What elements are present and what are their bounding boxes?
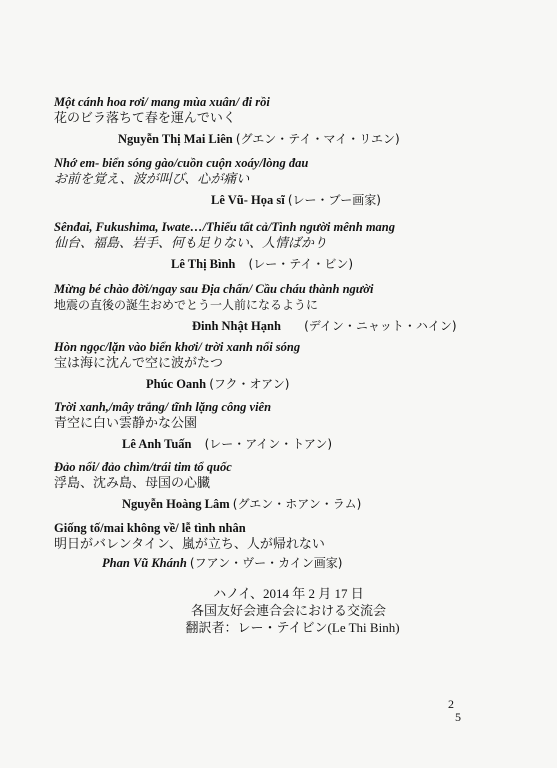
author-kana: (レー・テイ・ビン) [248,257,354,271]
poem-author [54,131,534,147]
poem-3 [54,219,534,272]
author-kana: (レー・ブー画家) [287,193,381,207]
poem-1 [54,94,534,147]
poem-vietnamese: Một cánh hoa rơi/ mang mùa xuân/ đi rồi [54,95,270,109]
footer-date: ハノイ、2014 年 2 月 17 日 [213,586,364,601]
author-kana: (フク・オアン) [209,377,290,391]
author-name: Phan Vũ Khánh [102,556,187,570]
poem-7 [54,459,534,512]
footer-event: 各国友好会連合会における交流会 [190,603,386,618]
poem-vietnamese: Hòn ngọc/lặn vào biển khơi/ trời xanh nổi sóng [54,340,301,354]
footer [0,585,557,636]
poem-2 [54,155,534,208]
author-name: Lê Thị Bình [171,257,236,271]
author-name: Nguyễn Thị Mai Liên [118,132,233,146]
poem-4 [54,281,534,334]
poem-japanese: 宝は海に沈んで空に波がたつ [54,355,224,370]
poem-japanese: 仙台、福島、岩手、何も足りない、人情ばかり [54,235,328,250]
poem-japanese: 明日がバレンタイン、嵐が立ち、人が帰れない [54,536,325,551]
poem-author [54,496,534,512]
author-name: Đinh Nhật Hạnh [192,319,281,333]
poem-author [54,555,534,571]
author-kana: (グエン・テイ・マイ・リエン) [235,132,400,146]
poem-japanese: お前を覚え、波が叫び、心が痛い [54,171,250,186]
poem-6 [54,399,534,452]
footer-translator: 翻訳者：レー・テイビン(Le Thi Binh) [185,620,400,635]
poem-vietnamese: Sênđai, Fukushima, Iwate…/Thiếu tất cả/Tình người mênh mang [54,220,396,234]
poem-vietnamese: Nhớ em- biển sóng gào/cuồn cuộn xoáy/lòng đau [54,156,309,170]
author-name: Lê Anh Tuấn [122,437,192,451]
poem-5 [54,339,534,392]
poem-vietnamese: Giống tố/mai không về/ lễ tình nhân [54,521,246,535]
author-name: Phúc Oanh [146,377,207,391]
poem-vietnamese: Mừng bé chào đời/ngay sau Địa chấn/ Cầu cháu thành người [54,282,374,296]
poem-japanese: 浮島、沈み島、母国の心臓 [54,475,211,490]
author-name: Nguyễn Hoàng Lâm [122,497,230,511]
poem-vietnamese: Đảo nổi/ đảo chìm/trái tim tổ quốc [54,460,232,474]
author-kana: (レー・アイン・トアン) [204,437,333,451]
poem-author [54,318,534,334]
poem-japanese: 青空に白い雲静かな公園 [54,415,198,430]
page-number: 2 [448,697,454,711]
page-number-secondary: 5 [455,710,461,724]
poem-author [54,192,534,208]
poem-japanese: 花のビラ落ちて春を運んでいく [54,110,236,125]
author-kana: (デイン・ニャット・ハイン) [304,319,457,333]
author-name: Lê Vũ- Họa sĩ [211,193,285,207]
author-kana: (グエン・ホアン・ラム) [232,497,362,511]
poem-author [54,376,534,392]
author-kana: (フアン・ヴー・カイン画家) [189,556,343,570]
poem-author [54,436,534,452]
poem-vietnamese: Trời xanh,/mây trắng/ tĩnh lặng công viên [54,400,272,414]
poem-japanese: 地震の直後の誕生おめでとう一人前になるように [54,298,319,312]
poem-8 [54,520,534,571]
poem-author [54,256,534,272]
